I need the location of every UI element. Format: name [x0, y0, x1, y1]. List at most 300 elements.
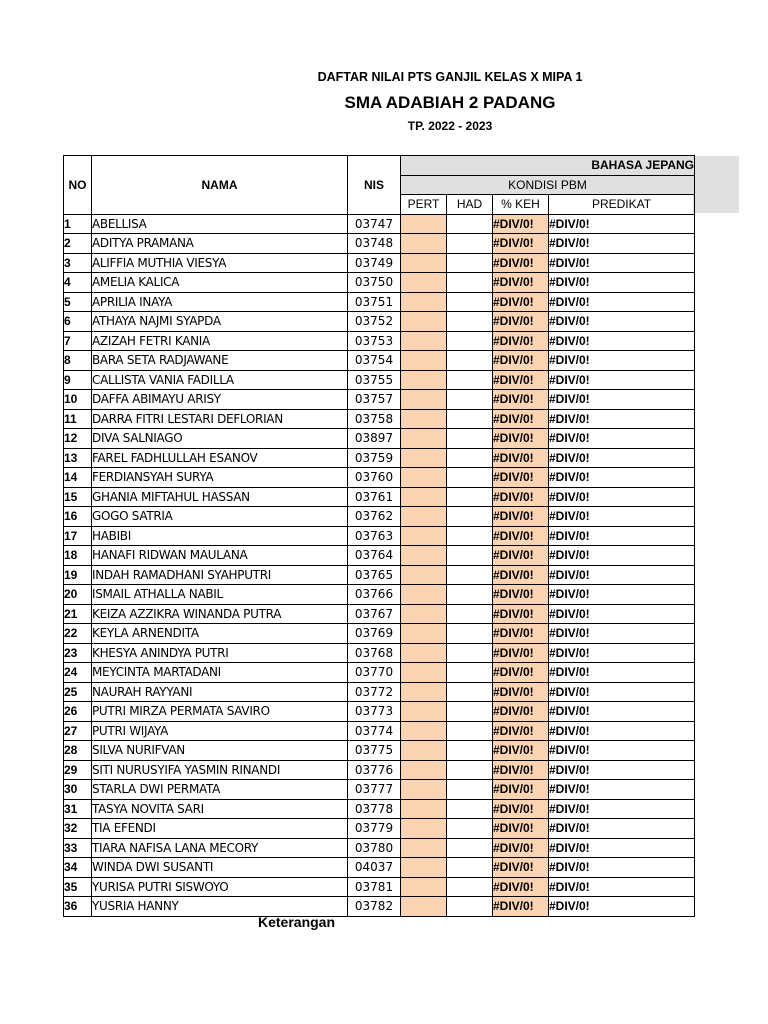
row-nis: 03754: [348, 351, 401, 371]
row-keh-cell: #DIV/0!: [493, 721, 549, 741]
row-keh-cell: #DIV/0!: [493, 351, 549, 371]
row-nis: 03752: [348, 312, 401, 332]
row-nama: GHANIA MIFTAHUL HASSAN: [92, 487, 348, 507]
row-pert-cell[interactable]: [401, 858, 447, 878]
row-pert-cell[interactable]: [401, 760, 447, 780]
table-row: [64, 799, 695, 819]
row-pert-cell[interactable]: [401, 487, 447, 507]
row-nama: ADITYA PRAMANA: [92, 234, 348, 254]
row-keh-cell: #DIV/0!: [493, 585, 549, 605]
row-keh-cell: #DIV/0!: [493, 799, 549, 819]
row-no: 26: [64, 702, 92, 722]
row-nis: 03763: [348, 526, 401, 546]
row-no: 5: [64, 292, 92, 312]
row-pert-cell[interactable]: [401, 838, 447, 858]
row-nama: AZIZAH FETRI KANIA: [92, 331, 348, 351]
row-nama: HANAFI RIDWAN MAULANA: [92, 546, 348, 566]
column-header-keh: % KEH: [493, 195, 549, 215]
row-had-cell[interactable]: [447, 507, 493, 527]
row-nama: DIVA SALNIAGO: [92, 429, 348, 449]
row-predikat-cell: #DIV/0!: [549, 351, 695, 371]
table-row: [64, 819, 695, 839]
row-predikat-cell: #DIV/0!: [549, 370, 695, 390]
row-nis: 03773: [348, 702, 401, 722]
row-pert-cell[interactable]: [401, 234, 447, 254]
row-had-cell[interactable]: [447, 604, 493, 624]
table-row: [64, 409, 695, 429]
table-row: [64, 858, 695, 878]
row-pert-cell[interactable]: [401, 331, 447, 351]
table-row: [64, 253, 695, 273]
row-no: 20: [64, 585, 92, 605]
row-nis: 03772: [348, 682, 401, 702]
row-pert-cell[interactable]: [401, 624, 447, 644]
row-predikat-cell: #DIV/0!: [549, 799, 695, 819]
row-predikat-cell: #DIV/0!: [549, 643, 695, 663]
row-pert-cell[interactable]: [401, 429, 447, 449]
row-keh-cell: #DIV/0!: [493, 838, 549, 858]
row-no: 34: [64, 858, 92, 878]
row-keh-cell: #DIV/0!: [493, 682, 549, 702]
kondisi-pbm-header: KONDISI PBM: [401, 175, 695, 195]
row-predikat-cell: #DIV/0!: [549, 331, 695, 351]
row-had-cell[interactable]: [447, 468, 493, 488]
row-no: 30: [64, 780, 92, 800]
row-pert-cell[interactable]: [401, 877, 447, 897]
row-predikat-cell: #DIV/0!: [549, 312, 695, 332]
row-had-cell[interactable]: [447, 838, 493, 858]
row-no: 23: [64, 643, 92, 663]
row-pert-cell[interactable]: [401, 370, 447, 390]
row-keh-cell: #DIV/0!: [493, 468, 549, 488]
table-row: [64, 604, 695, 624]
column-header-predikat: PREDIKAT: [549, 195, 695, 215]
row-pert-cell[interactable]: [401, 253, 447, 273]
table-row: [64, 526, 695, 546]
row-nis: 03762: [348, 507, 401, 527]
row-predikat-cell: #DIV/0!: [549, 273, 695, 293]
row-had-cell[interactable]: [447, 448, 493, 468]
row-had-cell[interactable]: [447, 370, 493, 390]
column-header-had: HAD: [447, 195, 493, 215]
row-predikat-cell: #DIV/0!: [549, 741, 695, 761]
row-keh-cell: #DIV/0!: [493, 370, 549, 390]
row-keh-cell: #DIV/0!: [493, 780, 549, 800]
row-no: 4: [64, 273, 92, 293]
table-row: [64, 468, 695, 488]
row-nis: 03764: [348, 546, 401, 566]
table-row: [64, 663, 695, 683]
table-row: [64, 292, 695, 312]
table-row: [64, 214, 695, 234]
row-had-cell[interactable]: [447, 273, 493, 293]
row-had-cell[interactable]: [447, 760, 493, 780]
row-keh-cell: #DIV/0!: [493, 858, 549, 878]
grades-table: [63, 155, 695, 917]
row-predikat-cell: #DIV/0!: [549, 682, 695, 702]
row-had-cell[interactable]: [447, 351, 493, 371]
row-pert-cell[interactable]: [401, 526, 447, 546]
table-row: [64, 643, 695, 663]
row-predikat-cell: #DIV/0!: [549, 292, 695, 312]
row-had-cell[interactable]: [447, 663, 493, 683]
row-predikat-cell: #DIV/0!: [549, 409, 695, 429]
row-nis: 03768: [348, 643, 401, 663]
row-nama: FAREL FADHLULLAH ESANOV: [92, 448, 348, 468]
row-no: 24: [64, 663, 92, 683]
row-had-cell[interactable]: [447, 526, 493, 546]
table-row: [64, 741, 695, 761]
row-had-cell[interactable]: [447, 780, 493, 800]
school-year: TP. 2022 - 2023: [407, 119, 493, 133]
row-nis: 03897: [348, 429, 401, 449]
row-pert-cell[interactable]: [401, 897, 447, 917]
row-keh-cell: #DIV/0!: [493, 526, 549, 546]
row-keh-cell: #DIV/0!: [493, 663, 549, 683]
row-keh-cell: #DIV/0!: [493, 448, 549, 468]
row-pert-cell[interactable]: [401, 507, 447, 527]
column-header-nis: NIS: [348, 156, 401, 215]
row-nama: ALIFFIA MUTHIA VIESYA: [92, 253, 348, 273]
table-row: [64, 273, 695, 293]
school-name: SMA ADABIAH 2 PADANG: [344, 93, 556, 112]
row-nama: YUSRIA HANNY: [92, 897, 348, 917]
row-predikat-cell: #DIV/0!: [549, 877, 695, 897]
row-no: 36: [64, 897, 92, 917]
table-row: [64, 507, 695, 527]
row-had-cell[interactable]: [447, 331, 493, 351]
row-had-cell[interactable]: [447, 799, 493, 819]
row-pert-cell[interactable]: [401, 409, 447, 429]
column-header-no: NO: [64, 156, 92, 215]
row-predikat-cell: #DIV/0!: [549, 507, 695, 527]
row-keh-cell: #DIV/0!: [493, 546, 549, 566]
row-had-cell[interactable]: [447, 877, 493, 897]
row-keh-cell: #DIV/0!: [493, 487, 549, 507]
row-nama: APRILIA INAYA: [92, 292, 348, 312]
row-predikat-cell: #DIV/0!: [549, 780, 695, 800]
row-no: 33: [64, 838, 92, 858]
table-row: [64, 351, 695, 371]
row-had-cell[interactable]: [447, 409, 493, 429]
row-nis: 03765: [348, 565, 401, 585]
row-nis: 03760: [348, 468, 401, 488]
table-row: [64, 448, 695, 468]
row-pert-cell[interactable]: [401, 799, 447, 819]
row-nama: TIA EFENDI: [92, 819, 348, 839]
row-pert-cell[interactable]: [401, 780, 447, 800]
row-no: 28: [64, 741, 92, 761]
row-keh-cell: #DIV/0!: [493, 292, 549, 312]
row-predikat-cell: #DIV/0!: [549, 234, 695, 254]
table-row: [64, 585, 695, 605]
row-pert-cell[interactable]: [401, 468, 447, 488]
table-row: [64, 624, 695, 644]
row-keh-cell: #DIV/0!: [493, 214, 549, 234]
row-predikat-cell: #DIV/0!: [549, 760, 695, 780]
row-nama: CALLISTA VANIA FADILLA: [92, 370, 348, 390]
row-no: 8: [64, 351, 92, 371]
row-predikat-cell: #DIV/0!: [549, 585, 695, 605]
row-no: 3: [64, 253, 92, 273]
row-had-cell[interactable]: [447, 292, 493, 312]
row-keh-cell: #DIV/0!: [493, 507, 549, 527]
row-pert-cell[interactable]: [401, 214, 447, 234]
row-keh-cell: #DIV/0!: [493, 429, 549, 449]
row-no: 6: [64, 312, 92, 332]
table-row: [64, 702, 695, 722]
row-nis: 03778: [348, 799, 401, 819]
row-nama: INDAH RAMADHANI SYAHPUTRI: [92, 565, 348, 585]
table-row: [64, 897, 695, 917]
row-nama: YURISA PUTRI SISWOYO: [92, 877, 348, 897]
row-nama: BARA SETA RADJAWANE: [92, 351, 348, 371]
table-row: [64, 721, 695, 741]
row-nama: GOGO SATRIA: [92, 507, 348, 527]
row-keh-cell: #DIV/0!: [493, 565, 549, 585]
row-keh-cell: #DIV/0!: [493, 877, 549, 897]
row-had-cell[interactable]: [447, 721, 493, 741]
row-predikat-cell: #DIV/0!: [549, 702, 695, 722]
row-nis: 03770: [348, 663, 401, 683]
row-nama: FERDIANSYAH SURYA: [92, 468, 348, 488]
table-row: [64, 234, 695, 254]
row-nama: TIARA NAFISA LANA MECORY: [92, 838, 348, 858]
row-predikat-cell: #DIV/0!: [549, 604, 695, 624]
row-nama: DAFFA ABIMAYU ARISY: [92, 390, 348, 410]
row-predikat-cell: #DIV/0!: [549, 429, 695, 449]
row-had-cell[interactable]: [447, 897, 493, 917]
table-row: [64, 682, 695, 702]
row-nis: 03747: [348, 214, 401, 234]
table-row: [64, 546, 695, 566]
row-had-cell[interactable]: [447, 234, 493, 254]
row-no: 12: [64, 429, 92, 449]
row-pert-cell[interactable]: [401, 312, 447, 332]
row-had-cell[interactable]: [447, 390, 493, 410]
row-predikat-cell: #DIV/0!: [549, 214, 695, 234]
row-had-cell[interactable]: [447, 643, 493, 663]
row-no: 35: [64, 877, 92, 897]
row-keh-cell: #DIV/0!: [493, 702, 549, 722]
row-had-cell[interactable]: [447, 429, 493, 449]
row-nis: 03775: [348, 741, 401, 761]
row-predikat-cell: #DIV/0!: [549, 819, 695, 839]
row-no: 1: [64, 214, 92, 234]
row-predikat-cell: #DIV/0!: [549, 565, 695, 585]
row-no: 2: [64, 234, 92, 254]
row-keh-cell: #DIV/0!: [493, 760, 549, 780]
row-keh-cell: #DIV/0!: [493, 604, 549, 624]
row-had-cell[interactable]: [447, 565, 493, 585]
row-pert-cell[interactable]: [401, 663, 447, 683]
row-pert-cell[interactable]: [401, 702, 447, 722]
row-nis: 03750: [348, 273, 401, 293]
row-nis: 03759: [348, 448, 401, 468]
row-keh-cell: #DIV/0!: [493, 643, 549, 663]
row-pert-cell[interactable]: [401, 292, 447, 312]
row-pert-cell[interactable]: [401, 273, 447, 293]
row-no: 11: [64, 409, 92, 429]
row-pert-cell[interactable]: [401, 604, 447, 624]
row-no: 14: [64, 468, 92, 488]
row-predikat-cell: #DIV/0!: [549, 468, 695, 488]
row-nama: DARRA FITRI LESTARI DEFLORIAN: [92, 409, 348, 429]
row-nama: MEYCINTA MARTADANI: [92, 663, 348, 683]
row-nis: 03767: [348, 604, 401, 624]
row-had-cell[interactable]: [447, 546, 493, 566]
row-no: 15: [64, 487, 92, 507]
row-predikat-cell: #DIV/0!: [549, 448, 695, 468]
document-title: DAFTAR NILAI PTS GANJIL KELAS X MIPA 1: [317, 70, 583, 84]
row-nis: 03780: [348, 838, 401, 858]
row-keh-cell: #DIV/0!: [493, 819, 549, 839]
row-predikat-cell: #DIV/0!: [549, 663, 695, 683]
row-predikat-cell: #DIV/0!: [549, 838, 695, 858]
row-nis: 03779: [348, 819, 401, 839]
table-row: [64, 312, 695, 332]
row-nis: 03758: [348, 409, 401, 429]
row-keh-cell: #DIV/0!: [493, 312, 549, 332]
column-header-pert: PERT: [401, 195, 447, 215]
row-predikat-cell: #DIV/0!: [549, 487, 695, 507]
table-row: [64, 780, 695, 800]
row-had-cell[interactable]: [447, 253, 493, 273]
row-nama: WINDA DWI SUSANTI: [92, 858, 348, 878]
table-row: [64, 370, 695, 390]
row-nama: KEYLA ARNENDITA: [92, 624, 348, 644]
row-pert-cell[interactable]: [401, 565, 447, 585]
row-had-cell[interactable]: [447, 487, 493, 507]
row-had-cell[interactable]: [447, 702, 493, 722]
row-nis: 03776: [348, 760, 401, 780]
row-nis: 03751: [348, 292, 401, 312]
row-had-cell[interactable]: [447, 624, 493, 644]
row-predikat-cell: #DIV/0!: [549, 526, 695, 546]
subject-header: BAHASA JEPANG: [401, 156, 695, 176]
row-no: 17: [64, 526, 92, 546]
row-nama: SITI NURUSYIFA YASMIN RINANDI: [92, 760, 348, 780]
row-no: 18: [64, 546, 92, 566]
row-pert-cell[interactable]: [401, 546, 447, 566]
row-no: 25: [64, 682, 92, 702]
row-keh-cell: #DIV/0!: [493, 234, 549, 254]
row-nama: ISMAIL ATHALLA NABIL: [92, 585, 348, 605]
row-keh-cell: #DIV/0!: [493, 273, 549, 293]
row-nama: KHESYA ANINDYA PUTRI: [92, 643, 348, 663]
row-nama: AMELIA KALICA: [92, 273, 348, 293]
row-nis: 03781: [348, 877, 401, 897]
row-predikat-cell: #DIV/0!: [549, 390, 695, 410]
table-row: [64, 877, 695, 897]
row-nama: NAURAH RAYYANI: [92, 682, 348, 702]
row-nis: 03753: [348, 331, 401, 351]
row-pert-cell[interactable]: [401, 351, 447, 371]
row-no: 32: [64, 819, 92, 839]
row-nama: ABELLISA: [92, 214, 348, 234]
row-no: 9: [64, 370, 92, 390]
row-nama: HABIBI: [92, 526, 348, 546]
row-nama: KEIZA AZZIKRA WINANDA PUTRA: [92, 604, 348, 624]
row-predikat-cell: #DIV/0!: [549, 897, 695, 917]
row-nis: 03769: [348, 624, 401, 644]
row-had-cell[interactable]: [447, 312, 493, 332]
row-keh-cell: #DIV/0!: [493, 624, 549, 644]
row-nama: SILVA NURIFVAN: [92, 741, 348, 761]
row-had-cell[interactable]: [447, 682, 493, 702]
row-nis: 03774: [348, 721, 401, 741]
row-no: 10: [64, 390, 92, 410]
row-had-cell[interactable]: [447, 585, 493, 605]
column-header-nama: NAMA: [92, 156, 348, 215]
header-grey-extension: [693, 156, 739, 213]
row-pert-cell[interactable]: [401, 741, 447, 761]
row-predikat-cell: #DIV/0!: [549, 721, 695, 741]
row-nis: 03766: [348, 585, 401, 605]
row-predikat-cell: #DIV/0!: [549, 624, 695, 644]
row-pert-cell[interactable]: [401, 390, 447, 410]
row-no: 21: [64, 604, 92, 624]
row-keh-cell: #DIV/0!: [493, 331, 549, 351]
row-pert-cell[interactable]: [401, 448, 447, 468]
row-nama: PUTRI MIRZA PERMATA SAVIRO: [92, 702, 348, 722]
row-predikat-cell: #DIV/0!: [549, 858, 695, 878]
row-keh-cell: #DIV/0!: [493, 390, 549, 410]
row-had-cell[interactable]: [447, 819, 493, 839]
row-nama: STARLA DWI PERMATA: [92, 780, 348, 800]
row-no: 29: [64, 760, 92, 780]
row-predikat-cell: #DIV/0!: [549, 253, 695, 273]
keterangan-label: Keterangan: [258, 914, 336, 930]
row-nama: TASYA NOVITA SARI: [92, 799, 348, 819]
table-row: [64, 760, 695, 780]
row-nis: 03749: [348, 253, 401, 273]
row-keh-cell: #DIV/0!: [493, 253, 549, 273]
row-pert-cell[interactable]: [401, 721, 447, 741]
table-row: [64, 390, 695, 410]
row-no: 19: [64, 565, 92, 585]
table-row: [64, 429, 695, 449]
row-no: 22: [64, 624, 92, 644]
row-had-cell[interactable]: [447, 214, 493, 234]
table-row: [64, 838, 695, 858]
row-nis: 04037: [348, 858, 401, 878]
row-had-cell[interactable]: [447, 741, 493, 761]
row-nama: ATHAYA NAJMI SYAPDA: [92, 312, 348, 332]
row-no: 7: [64, 331, 92, 351]
row-no: 31: [64, 799, 92, 819]
row-nis: 03782: [348, 897, 401, 917]
row-had-cell[interactable]: [447, 858, 493, 878]
row-nis: 03755: [348, 370, 401, 390]
row-no: 27: [64, 721, 92, 741]
row-keh-cell: #DIV/0!: [493, 741, 549, 761]
row-keh-cell: #DIV/0!: [493, 409, 549, 429]
row-pert-cell[interactable]: [401, 682, 447, 702]
row-no: 16: [64, 507, 92, 527]
row-pert-cell[interactable]: [401, 643, 447, 663]
row-nama: PUTRI WIJAYA: [92, 721, 348, 741]
row-keh-cell: #DIV/0!: [493, 897, 549, 917]
row-no: 13: [64, 448, 92, 468]
row-nis: 03748: [348, 234, 401, 254]
row-pert-cell[interactable]: [401, 819, 447, 839]
row-nis: 03777: [348, 780, 401, 800]
row-predikat-cell: #DIV/0!: [549, 546, 695, 566]
table-row: [64, 331, 695, 351]
row-nis: 03757: [348, 390, 401, 410]
row-pert-cell[interactable]: [401, 585, 447, 605]
